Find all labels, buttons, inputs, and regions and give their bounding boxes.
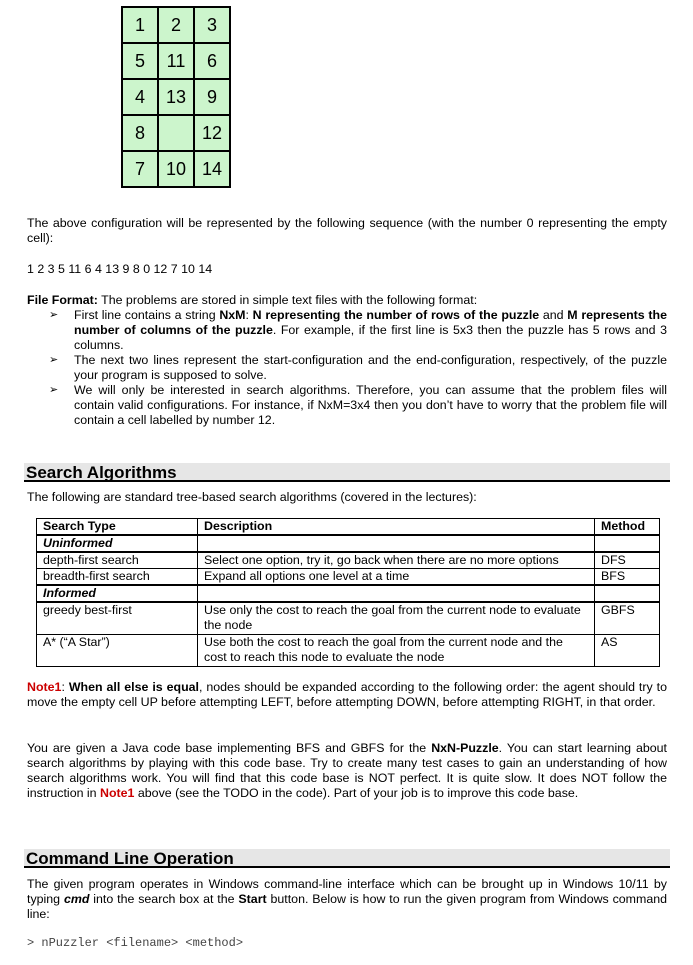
bullet-bold: NxM [219, 308, 246, 322]
algorithms-table [36, 518, 660, 667]
list-item [49, 383, 667, 428]
cell-type: depth-first search [37, 552, 198, 569]
puzzle-cell: 8 [122, 115, 158, 151]
note1-paragraph [27, 680, 667, 710]
codebase-bold: NxN-Puzzle [431, 741, 499, 755]
arrow-bullet-icon: ➢ [49, 354, 59, 366]
start-keyword: Start [238, 892, 267, 906]
bullet-text: . For example, if the first line is 5x3 then the puzzle has 5 rows and 3 columns. [74, 323, 667, 352]
bullet-bold: N representing the number of rows of the puzzle [252, 308, 540, 322]
puzzle-cell: 14 [194, 151, 230, 187]
header-search-type: Search Type [37, 519, 198, 536]
search-algorithms-heading: Search Algorithms [24, 463, 670, 482]
cmd-text: button. Below is how to run the given program from Windows command line: [27, 892, 667, 921]
puzzle-row [122, 79, 230, 115]
puzzle-cell: 4 [122, 79, 158, 115]
note1-text: , nodes should be expanded according to the following order: the agent should try to move the empty cell UP before attempting LEFT, before attempting DOWN, before attempting RIGHT, in that order. [27, 680, 667, 709]
table-row [37, 635, 660, 667]
file-format-section [27, 293, 667, 428]
bullet-bold: M represents the number of columns of the puzzle [74, 308, 668, 337]
sequence-text: 1 2 3 5 11 6 4 13 9 8 0 12 7 10 14 [27, 262, 213, 276]
puzzle-row [122, 151, 230, 187]
file-format-intro [27, 293, 667, 308]
section-label: Uninformed [37, 535, 198, 552]
cell-desc: Use both the cost to reach the goal from the current node and the cost to reach this node to evaluate the node [198, 635, 595, 667]
file-format-intro-text: The problems are stored in simple text files with the following format: [97, 293, 478, 307]
bullet-text: : [245, 308, 253, 322]
command-example: > nPuzzler <filename> <method> [27, 936, 244, 950]
puzzle-row [122, 7, 230, 43]
note1-bold: When all else is equal [68, 680, 199, 694]
codebase-text: . You can start learning about search algorithms by playing with this code base. Try to create many test cases to gain an understanding of how search algorithms work. You will find that this code base is NOT perfect. It is quite slow. It does NOT follow the instruction in [27, 741, 667, 800]
note1-colon: : [61, 680, 69, 694]
codebase-paragraph [27, 741, 667, 801]
table-row [37, 552, 660, 569]
puzzle-cell: 9 [194, 79, 230, 115]
puzzle-cell: 7 [122, 151, 158, 187]
arrow-bullet-icon: ➢ [49, 309, 59, 321]
bullet-text: First line contains a string [74, 308, 220, 322]
arrow-bullet-icon: ➢ [49, 384, 59, 396]
table-header-row [37, 519, 660, 536]
puzzle-cell: 12 [194, 115, 230, 151]
table-section-row [37, 535, 660, 552]
codebase-text: You are given a Java code base implementing BFS and GBFS for the [27, 741, 432, 755]
header-method: Method [595, 519, 660, 536]
cell-type: A* (“A Star”) [37, 635, 198, 667]
note1-label: Note1 [27, 680, 62, 694]
header-description: Description [198, 519, 595, 536]
cmd-text: into the search box at the [89, 892, 239, 906]
puzzle-cell: 3 [194, 7, 230, 43]
file-format-list [27, 308, 667, 428]
puzzle-cell: 11 [158, 43, 194, 79]
cell-type: greedy best-first [37, 602, 198, 635]
list-item [49, 353, 667, 383]
puzzle-cell: 1 [122, 7, 158, 43]
section-label: Informed [37, 585, 198, 602]
cell-type: breadth-first search [37, 569, 198, 586]
puzzle-cell: 5 [122, 43, 158, 79]
puzzle-grid [121, 6, 231, 188]
table-row [37, 602, 660, 635]
config-paragraph: The above configuration will be represented by the following sequence (with the number 0 representing the empty cell): [27, 216, 667, 245]
bullet-text: The next two lines represent the start-configuration and the end-configuration, respectively, of the puzzle your program is supposed to solve. [74, 353, 667, 382]
codebase-text: above (see the TODO in the code). Part of your job is to improve this code base. [134, 786, 579, 800]
cell-desc: Select one option, try it, go back when there are no more options [198, 552, 595, 569]
cell-method: DFS [595, 552, 660, 569]
list-item [49, 308, 667, 353]
bullet-text: We will only be interested in search algorithms. Therefore, you can assume that the problem files will contain valid configurations. For instance, if NxM=3x4 then you don’t have to worry that the problem file will contain a cell labelled by number 12. [74, 383, 667, 427]
puzzle-cell: 13 [158, 79, 194, 115]
cell-desc: Expand all options one level at a time [198, 569, 595, 586]
bullet-text: and [539, 308, 568, 322]
puzzle-cell: 2 [158, 7, 194, 43]
cell-method: BFS [595, 569, 660, 586]
puzzle-row [122, 43, 230, 79]
table-section-row [37, 585, 660, 602]
puzzle-cell-empty [158, 115, 194, 151]
command-line-paragraph [27, 877, 667, 922]
cell-method: GBFS [595, 602, 660, 635]
puzzle-row [122, 115, 230, 151]
note1-reference: Note1 [100, 786, 135, 800]
cell-method: AS [595, 635, 660, 667]
command-line-heading: Command Line Operation [24, 849, 670, 868]
puzzle-cell: 6 [194, 43, 230, 79]
cell-desc: Use only the cost to reach the goal from the current node to evaluate the node [198, 602, 595, 635]
cmd-text: The given program operates in Windows command-line interface which can be brought up in Windows 10/11 by typing [27, 877, 667, 906]
cmd-keyword: cmd [63, 892, 90, 906]
file-format-label: File Format: [27, 293, 98, 307]
search-intro: The following are standard tree-based search algorithms (covered in the lectures): [27, 490, 477, 504]
table-row [37, 569, 660, 586]
puzzle-cell: 10 [158, 151, 194, 187]
